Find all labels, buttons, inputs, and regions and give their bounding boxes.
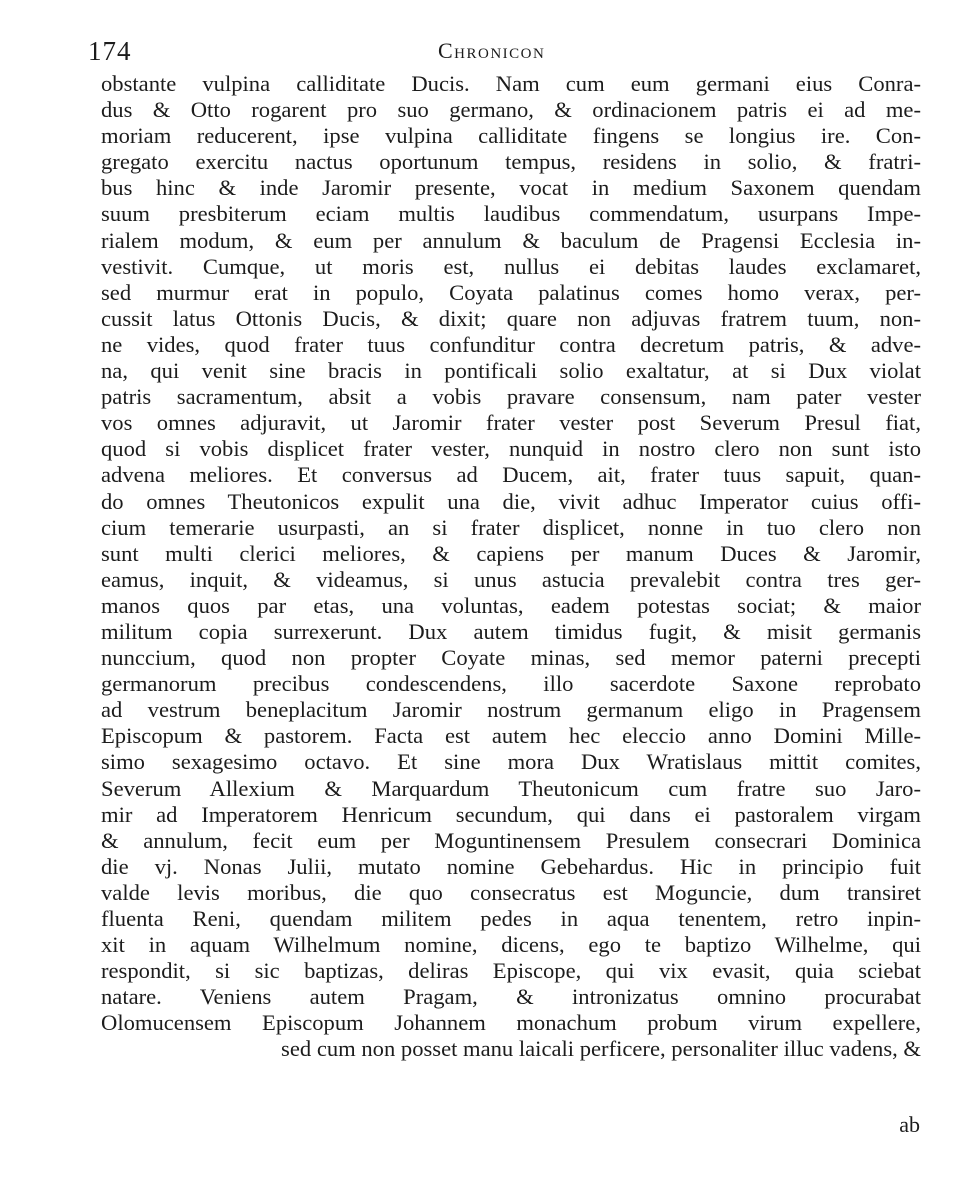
- page-number: 174: [88, 36, 132, 66]
- text-line: Severum Allexium & Marquardum Theutonicum cum fratre suo Jaro-: [101, 775, 921, 801]
- text-line: obstante vulpina calliditate Ducis. Nam cum eum germani eius Conra-: [101, 71, 921, 96]
- text-line: die vj. Nonas Julii, mutato nomine Gebehardus. Hic in principio fuit: [101, 853, 921, 879]
- catchword: ab: [899, 1112, 920, 1137]
- text-line: militum copia surrexerunt. Dux autem timidus fugit, & misit germanis: [101, 618, 921, 644]
- text-line: germanorum precibus condescendens, illo sacerdote Saxone reprobato: [101, 671, 921, 697]
- text-line: cussit latus Ottonis Ducis, & dixit; quare non adjuvas fratrem tuum, non-: [101, 305, 921, 331]
- text-line: na, qui venit sine bracis in pontificali solio exaltatur, at si Dux violat: [101, 358, 921, 384]
- text-line: moriam reducerent, ipse vulpina calliditate fingens se longius ire. Con-: [101, 123, 921, 149]
- text-line: cium temerarie usurpasti, an si frater displicet, nonne in tuo clero non: [101, 514, 921, 540]
- text-line: valde levis moribus, die quo consecratus est Moguncie, dum transiret: [101, 879, 921, 905]
- text-line: advena meliores. Et conversus ad Ducem, ait, frater tuus sapuit, quan-: [101, 462, 921, 488]
- text-line: manos quos par etas, una voluntas, eadem potestas sociat; & maior: [101, 592, 921, 618]
- text-line: do omnes Theutonicos expulit una die, vivit adhuc Imperator cuius offi-: [101, 488, 921, 514]
- text-line: patris sacramentum, absit a vobis pravare consensum, nam pater vester: [101, 384, 921, 410]
- text-line: quod si vobis displicet frater vester, nunquid in nostro clero non sunt isto: [101, 436, 921, 462]
- text-line: suum presbiterum eciam multis laudibus commendatum, usurpans Impe-: [101, 201, 921, 227]
- text-line: eamus, inquit, & videamus, si unus astucia prevalebit contra tres ger-: [101, 566, 921, 592]
- body-text: [101, 71, 921, 1063]
- text-line: fluenta Reni, quendam militem pedes in aqua tenentem, retro inpin-: [101, 906, 921, 931]
- text-line: vestivit. Cumque, ut moris est, nullus ei debitas laudes exclamaret,: [101, 253, 921, 279]
- text-line: dus & Otto rogarent pro suo germano, & ordinacionem patris ei ad me-: [101, 97, 921, 123]
- text-line: gregato exercitu nactus oportunum tempus, residens in solio, & fratri-: [101, 149, 921, 175]
- text-line: ne vides, quod frater tuus confunditur contra decretum patris, & adve-: [101, 331, 921, 357]
- text-line: simo sexagesimo octavo. Et sine mora Dux Wratislaus mittit comites,: [101, 749, 921, 775]
- text-line: natare. Veniens autem Pragam, & intronizatus omnino procurabat: [101, 984, 921, 1010]
- text-line: mir ad Imperatorem Henricum secundum, qui dans ei pastoralem virgam: [101, 801, 921, 827]
- text-line: Olomucensem Episcopum Johannem monachum probum virum expellere,: [101, 1010, 921, 1036]
- text-line: rialem modum, & eum per annulum & baculum de Pragensi Ecclesia in-: [101, 227, 921, 253]
- text-line: ad vestrum beneplacitum Jaromir nostrum germanum eligo in Pragensem: [101, 697, 921, 723]
- text-line: respondit, si sic baptizas, deliras Episcope, qui vix evasit, quia sciebat: [101, 958, 921, 984]
- text-line: vos omnes adjuravit, ut Jaromir frater vester post Severum Presul fiat,: [101, 410, 921, 436]
- text-line: bus hinc & inde Jaromir presente, vocat in medium Saxonem quendam: [101, 175, 921, 201]
- running-head: Chronicon: [438, 38, 546, 63]
- text-line: sed murmur erat in populo, Coyata palatinus comes homo verax, per-: [101, 279, 921, 305]
- text-line: sunt multi clerici meliores, & capiens per manum Duces & Jaromir,: [101, 540, 921, 566]
- text-line: xit in aquam Wilhelmum nomine, dicens, ego te baptizo Wilhelme, qui: [101, 932, 921, 958]
- text-line: Episcopum & pastorem. Facta est autem hec eleccio anno Domini Mille-: [101, 723, 921, 749]
- text-line: & annulum, fecit eum per Moguntinensem Presulem consecrari Dominica: [101, 827, 921, 853]
- text-line: nunccium, quod non propter Coyate minas, sed memor paterni precepti: [101, 645, 921, 671]
- text-line: sed cum non posset manu laicali perficere, personaliter illuc vadens, &: [281, 1036, 921, 1062]
